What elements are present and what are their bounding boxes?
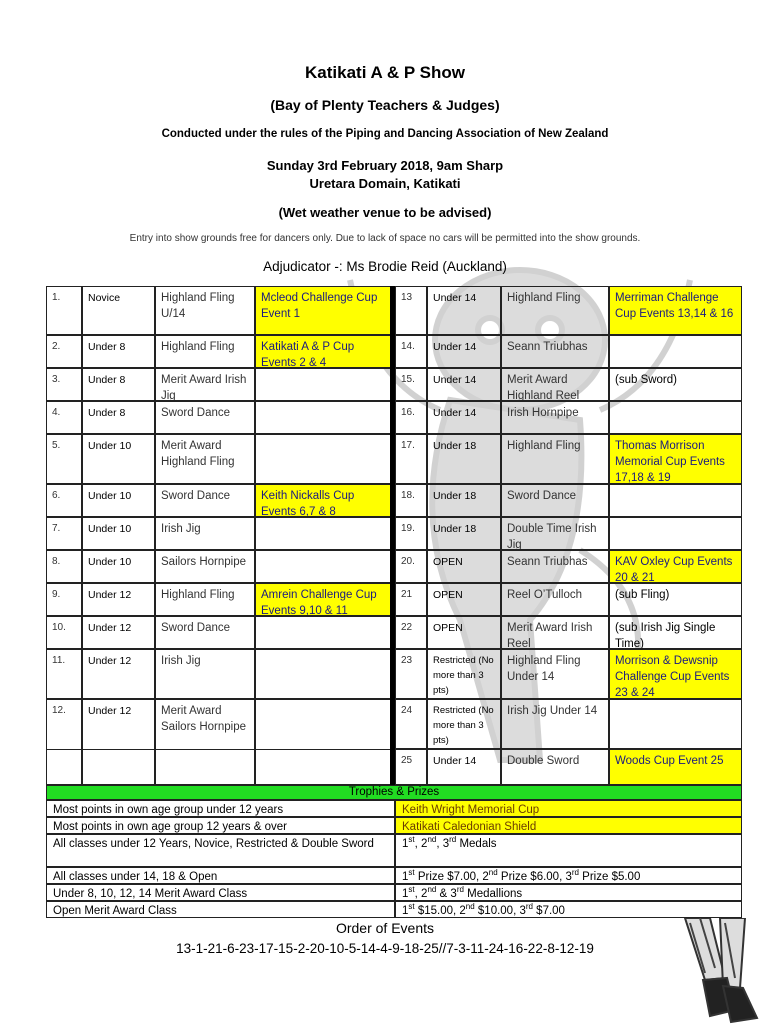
prize-text-part: rd bbox=[571, 868, 579, 878]
right-event-group: Under 18 bbox=[427, 434, 501, 484]
prize-award bbox=[395, 867, 742, 884]
left-event-num: 11. bbox=[46, 649, 82, 699]
right-event-num: 18. bbox=[395, 484, 427, 517]
wet-weather-note: (Wet weather venue to be advised) bbox=[278, 205, 492, 220]
page-title: Katikati A & P Show bbox=[305, 63, 465, 82]
prize-text-part: Medals bbox=[456, 838, 497, 850]
right-event-group: Under 14 bbox=[427, 286, 501, 335]
right-event-event: Seann Triubhas bbox=[501, 335, 609, 368]
prize-category: All classes under 14, 18 & Open bbox=[46, 867, 395, 884]
left-event-group: Under 10 bbox=[82, 434, 155, 484]
prize-text-part: , 2 bbox=[414, 888, 428, 900]
left-empty-cell bbox=[46, 749, 82, 785]
right-event-trophy: Merriman Challenge Cup Events 13,14 & 16 bbox=[609, 286, 742, 335]
prize-text-part: st bbox=[408, 902, 415, 912]
right-event-group: OPEN bbox=[427, 583, 501, 616]
prize-text-part: 1 bbox=[402, 888, 409, 900]
left-event-group: Under 10 bbox=[82, 484, 155, 517]
prizes-header: Trophies & Prizes bbox=[46, 785, 742, 800]
right-event-trophy bbox=[609, 517, 742, 550]
right-event-trophy: Woods Cup Event 25 bbox=[609, 749, 742, 785]
left-event-group: Under 10 bbox=[82, 517, 155, 550]
left-event-group: Novice bbox=[82, 286, 155, 335]
right-event-trophy: Thomas Morrison Memorial Cup Events 17,18 & 19 bbox=[609, 434, 742, 484]
left-event-group: Under 8 bbox=[82, 335, 155, 368]
right-event-num: 16. bbox=[395, 401, 427, 434]
prize-category: Most points in own age group 12 years & over bbox=[46, 817, 395, 834]
prize-text-part: 1 bbox=[402, 905, 409, 917]
right-event-group: OPEN bbox=[427, 550, 501, 583]
right-event-num: 20. bbox=[395, 550, 427, 583]
right-event-event: Double Sword bbox=[501, 749, 609, 785]
left-empty-cell bbox=[255, 749, 391, 785]
entry-note: Entry into show grounds free for dancers only. Due to lack of space no cars will be permitted into the show grounds. bbox=[129, 233, 641, 244]
prize-text-part: 1 bbox=[402, 838, 409, 850]
right-event-group: Under 18 bbox=[427, 484, 501, 517]
left-event-event: Irish Jig bbox=[155, 649, 255, 699]
prize-text-part: Prize $5.00 bbox=[578, 871, 641, 883]
prize-category: Under 8, 10, 12, 14 Merit Award Class bbox=[46, 884, 395, 901]
left-event-event: Merit Award Highland Fling bbox=[155, 434, 255, 484]
right-event-group: Under 14 bbox=[427, 401, 501, 434]
event-date: Sunday 3rd February 2018, 9am Sharp bbox=[266, 158, 504, 173]
adjudicator: Adjudicator -: Ms Brodie Reid (Auckland) bbox=[263, 259, 507, 274]
right-event-event: Highland Fling Under 14 bbox=[501, 649, 609, 699]
left-event-num: 12. bbox=[46, 699, 82, 785]
left-event-trophy bbox=[255, 649, 391, 699]
left-event-trophy: Amrein Challenge Cup Events 9,10 & 11 bbox=[255, 583, 391, 616]
right-event-trophy: (sub Irish Jig Single Time) bbox=[609, 616, 742, 649]
right-event-trophy bbox=[609, 401, 742, 434]
left-event-group: Under 12 bbox=[82, 616, 155, 649]
right-event-group: Under 14 bbox=[427, 335, 501, 368]
right-event-group: Under 14 bbox=[427, 368, 501, 401]
left-event-event: Sailors Hornpipe bbox=[155, 550, 255, 583]
prize-text-part: Prize $6.00, 3 bbox=[497, 871, 572, 883]
prize-text-part: rd bbox=[525, 902, 533, 912]
left-event-trophy bbox=[255, 616, 391, 649]
left-event-num: 9. bbox=[46, 583, 82, 616]
prize-text-part: Prize $7.00, 2 bbox=[414, 871, 489, 883]
left-event-group: Under 10 bbox=[82, 550, 155, 583]
right-event-event: Irish Jig Under 14 bbox=[501, 699, 609, 749]
left-event-trophy: Mcleod Challenge Cup Event 1 bbox=[255, 286, 391, 335]
rules-note: Conducted under the rules of the Piping and Dancing Association of New Zealand bbox=[161, 128, 609, 140]
right-event-trophy: (sub Sword) bbox=[609, 368, 742, 401]
schedule-divider bbox=[390, 286, 395, 785]
prize-category: Most points in own age group under 12 years bbox=[46, 800, 395, 817]
right-event-event: Double Time Irish Jig bbox=[501, 517, 609, 550]
left-event-event: Merit Award Irish Jig bbox=[155, 368, 255, 401]
left-event-num: 3. bbox=[46, 368, 82, 401]
event-venue: Uretara Domain, Katikati bbox=[309, 176, 461, 191]
prize-text-part: 1 bbox=[402, 871, 409, 883]
right-event-num: 24 bbox=[395, 699, 427, 749]
left-event-trophy bbox=[255, 434, 391, 484]
left-event-group: Under 12 bbox=[82, 649, 155, 699]
prize-text-part: nd bbox=[427, 885, 437, 895]
left-event-num: 2. bbox=[46, 335, 82, 368]
left-empty-cell bbox=[155, 749, 255, 785]
right-event-group: OPEN bbox=[427, 616, 501, 649]
right-event-num: 22 bbox=[395, 616, 427, 649]
right-event-num: 17. bbox=[395, 434, 427, 484]
prize-text-part: st bbox=[408, 868, 415, 878]
prize-award: Keith Wright Memorial Cup bbox=[395, 800, 742, 817]
right-event-event: Sword Dance bbox=[501, 484, 609, 517]
right-event-trophy bbox=[609, 484, 742, 517]
prize-award bbox=[395, 834, 742, 867]
right-event-num: 15. bbox=[395, 368, 427, 401]
left-event-trophy bbox=[255, 550, 391, 583]
left-event-event: Sword Dance bbox=[155, 616, 255, 649]
prize-text-part: rd bbox=[449, 835, 457, 845]
prize-award bbox=[395, 884, 742, 901]
right-event-trophy: KAV Oxley Cup Events 20 & 21 bbox=[609, 550, 742, 583]
prize-text-part: nd bbox=[488, 868, 498, 878]
right-event-group: Under 18 bbox=[427, 517, 501, 550]
left-event-num: 8. bbox=[46, 550, 82, 583]
right-event-group: Under 14 bbox=[427, 749, 501, 785]
left-event-num: 1. bbox=[46, 286, 82, 335]
left-event-event: Highland Fling U/14 bbox=[155, 286, 255, 335]
prize-category: All classes under 12 Years, Novice, Restricted & Double Sword bbox=[46, 834, 395, 867]
left-event-group: Under 12 bbox=[82, 583, 155, 616]
event-schedule bbox=[46, 286, 742, 785]
right-event-trophy bbox=[609, 699, 742, 749]
left-event-trophy bbox=[255, 401, 391, 434]
right-event-group: Restricted (No more than 3 pts) bbox=[427, 699, 501, 749]
right-event-num: 19. bbox=[395, 517, 427, 550]
left-event-trophy bbox=[255, 368, 391, 401]
prize-award: Katikati Caledonian Shield bbox=[395, 817, 742, 834]
left-event-group: Under 12 bbox=[82, 699, 155, 785]
right-event-trophy: (sub Fling) bbox=[609, 583, 742, 616]
right-event-num: 21 bbox=[395, 583, 427, 616]
left-event-num: 5. bbox=[46, 434, 82, 484]
prize-text-part: , 3 bbox=[436, 838, 450, 850]
left-empty-cell bbox=[82, 749, 155, 785]
left-event-event: Merit Award Sailors Hornpipe bbox=[155, 699, 255, 785]
right-event-event: Irish Hornpipe bbox=[501, 401, 609, 434]
left-event-num: 7. bbox=[46, 517, 82, 550]
right-event-trophy: Morrison & Dewsnip Challenge Cup Events 23 & 24 bbox=[609, 649, 742, 699]
right-event-num: 14. bbox=[395, 335, 427, 368]
right-event-event: Highland Fling bbox=[501, 434, 609, 484]
left-event-group: Under 8 bbox=[82, 401, 155, 434]
page-subtitle: (Bay of Plenty Teachers & Judges) bbox=[270, 97, 500, 113]
prize-text-part: , 2 bbox=[414, 838, 428, 850]
prize-text-part: $15.00, 2 bbox=[414, 905, 466, 917]
right-event-event: Merit Award Highland Reel bbox=[501, 368, 609, 401]
right-event-num: 23 bbox=[395, 649, 427, 699]
prize-text-part: nd bbox=[427, 835, 437, 845]
right-event-event: Reel O’Tulloch bbox=[501, 583, 609, 616]
left-event-num: 4. bbox=[46, 401, 82, 434]
right-event-num: 25 bbox=[395, 749, 427, 785]
left-event-event: Sword Dance bbox=[155, 484, 255, 517]
left-event-trophy bbox=[255, 517, 391, 550]
right-event-event: Merit Award Irish Reel bbox=[501, 616, 609, 649]
prize-text-part: nd bbox=[465, 902, 475, 912]
prize-text-part: Medallions bbox=[463, 888, 523, 900]
order-title: Order of Events bbox=[335, 920, 435, 936]
right-event-event: Seann Triubhas bbox=[501, 550, 609, 583]
dancer-legs-icon bbox=[665, 918, 765, 1024]
left-event-event: Highland Fling bbox=[155, 583, 255, 616]
prize-text-part: $7.00 bbox=[532, 905, 565, 917]
right-event-group: Restricted (No more than 3 pts) bbox=[427, 649, 501, 699]
prize-text-part: $10.00, 3 bbox=[474, 905, 526, 917]
left-event-event: Irish Jig bbox=[155, 517, 255, 550]
prize-text-part: rd bbox=[456, 885, 464, 895]
prize-text-part: st bbox=[408, 835, 415, 845]
left-event-group: Under 8 bbox=[82, 368, 155, 401]
left-event-num: 10. bbox=[46, 616, 82, 649]
left-event-trophy: Keith Nickalls Cup Events 6,7 & 8 bbox=[255, 484, 391, 517]
prize-text-part: & 3 bbox=[436, 888, 457, 900]
prize-award bbox=[395, 901, 742, 918]
left-event-trophy: Katikati A & P Cup Events 2 & 4 bbox=[255, 335, 391, 368]
left-event-event: Sword Dance bbox=[155, 401, 255, 434]
left-event-event: Highland Fling bbox=[155, 335, 255, 368]
right-event-trophy bbox=[609, 335, 742, 368]
right-event-num: 13 bbox=[395, 286, 427, 335]
order-sequence: 13-1-21-6-23-17-15-2-20-10-5-14-4-9-18-25//7-3-11-24-16-22-8-12-19 bbox=[176, 941, 594, 956]
prize-category: Open Merit Award Class bbox=[46, 901, 395, 918]
left-event-num: 6. bbox=[46, 484, 82, 517]
right-event-event: Highland Fling bbox=[501, 286, 609, 335]
prize-text-part: st bbox=[408, 885, 415, 895]
